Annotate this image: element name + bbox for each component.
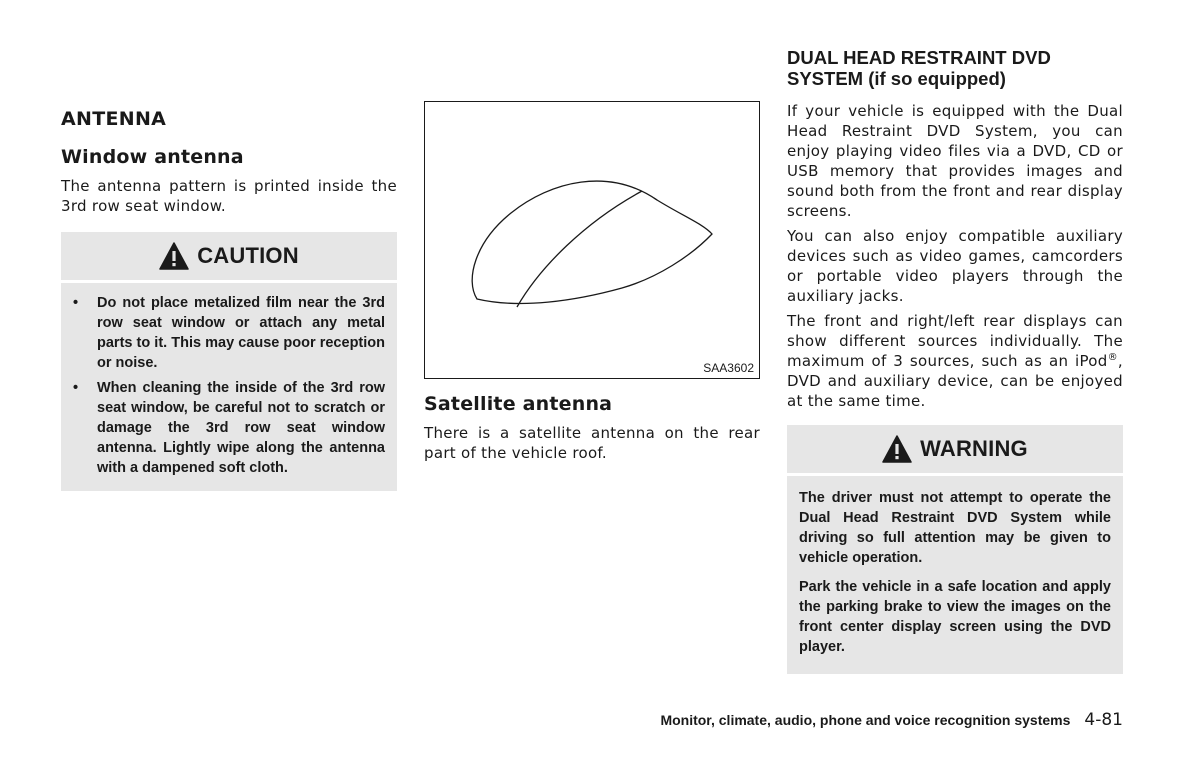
warning-paragraph: Park the vehicle in a safe location and apply the parking brake to view the images on the front center display screen using the DVD player. bbox=[799, 579, 1111, 655]
satellite-antenna-text: There is a satellite antenna on the rear part of the vehicle roof. bbox=[424, 424, 760, 462]
warning-triangle-icon bbox=[882, 435, 912, 463]
dvd-system-heading: DUAL HEAD RESTRAINT DVD SYSTEM (if so equipped) bbox=[787, 47, 1051, 89]
warning-paragraph: The driver must not attempt to operate the Dual Head Restraint DVD System while driving so full attention may be given to vehicle operation. bbox=[799, 490, 1111, 566]
warning-title: WARNING bbox=[920, 436, 1028, 461]
caution-header bbox=[61, 232, 397, 283]
caution-item bbox=[73, 378, 385, 478]
dvd-paragraph bbox=[787, 311, 1123, 411]
window-antenna-text: The antenna pattern is printed inside the 3rd row seat window. bbox=[61, 177, 397, 215]
caution-item-text: Do not place metalized film near the 3rd row seat window or attach any metal parts to it. This may cause poor reception or noise. bbox=[97, 295, 385, 371]
section-title: ANTENNA bbox=[61, 108, 167, 130]
warning-body bbox=[787, 476, 1123, 674]
satellite-antenna-figure bbox=[424, 101, 760, 379]
column-antenna bbox=[61, 106, 397, 491]
dvd-paragraph-part: The front and right/left rear displays can show different sources individually. The maximum of 3 sources, such as an iPod bbox=[787, 312, 1123, 370]
caution-item bbox=[73, 293, 385, 373]
satellite-antenna-heading: Satellite antenna bbox=[424, 393, 613, 415]
window-antenna-heading: Window antenna bbox=[61, 146, 244, 168]
dvd-paragraph: If your vehicle is equipped with the Dual Head Restraint DVD System, you can enjoy playing video files via a DVD, CD or USB memory that provides images and sound both from the front and rear display screens. bbox=[787, 102, 1123, 220]
warning-box bbox=[787, 425, 1123, 674]
caution-box bbox=[61, 232, 397, 491]
caution-item-text: When cleaning the inside of the 3rd row seat window, be careful not to scratch or damage the 3rd row seat window antenna. Lightly wipe along the antenna with a dampened soft cloth. bbox=[97, 380, 385, 476]
column-satellite bbox=[424, 101, 760, 463]
dvd-paragraph: You can also enjoy compatible auxiliary devices such as video games, camcorders or portable video players through the auxiliary jacks. bbox=[787, 227, 1123, 305]
figure-code: SAA3602 bbox=[703, 361, 754, 375]
bullet: • bbox=[73, 380, 79, 396]
registered-mark: ® bbox=[1107, 352, 1118, 363]
shark-fin-antenna-illustration bbox=[425, 102, 759, 378]
column-dvd bbox=[787, 47, 1123, 674]
caution-list bbox=[73, 293, 385, 478]
dvd-paragraph-part: , DVD and auxiliary device, can be enjoyed at the same time. bbox=[787, 352, 1123, 410]
page-number: 4-81 bbox=[1084, 710, 1123, 730]
caution-title: CAUTION bbox=[197, 243, 299, 268]
bullet: • bbox=[73, 295, 79, 311]
page-footer bbox=[520, 710, 1123, 730]
warning-header bbox=[787, 425, 1123, 476]
warning-triangle-icon bbox=[159, 242, 189, 270]
caution-body bbox=[61, 283, 397, 491]
footer-section-name: Monitor, climate, audio, phone and voice recognition systems bbox=[660, 712, 1071, 728]
